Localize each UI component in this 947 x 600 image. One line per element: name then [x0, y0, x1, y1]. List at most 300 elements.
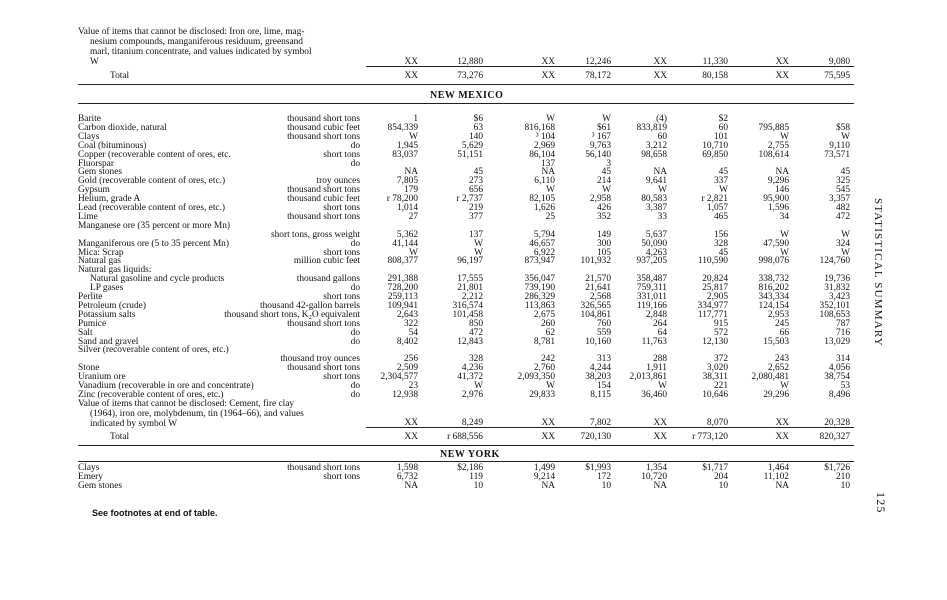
row-label: Natural gas — [78, 256, 121, 267]
table-cell: 105 — [596, 247, 611, 258]
table-cell: 656 — [468, 185, 483, 196]
table-cell: 4,056 — [828, 363, 850, 374]
table-cell: 795,885 — [758, 122, 789, 133]
table-cell: 264 — [652, 318, 667, 329]
table-cell: 36,460 — [641, 389, 667, 400]
top-value-label-line: marl, titanium concentrate, and values indicated by symbol — [90, 47, 312, 57]
table-cell: 2,675 — [533, 309, 555, 320]
table-cell: 137 — [540, 158, 555, 169]
table-cell: 728,200 — [387, 283, 418, 294]
row-label: Petroleum (crude) — [78, 300, 146, 311]
table-cell: 124,154 — [758, 300, 789, 311]
table-cell: 13,029 — [824, 336, 850, 347]
table-cell: 12,843 — [457, 336, 483, 347]
table-cell: $6 — [473, 114, 483, 124]
table-cell: 9,763 — [589, 140, 611, 151]
table-cell: W — [841, 229, 850, 240]
table-cell: 110,590 — [697, 256, 728, 267]
table-cell: 2,568 — [589, 292, 611, 302]
table-cell: 2,848 — [645, 309, 667, 320]
table-cell: 46,657 — [529, 238, 555, 249]
table-cell: 1,626 — [533, 203, 555, 213]
table-cell: 2,760 — [533, 363, 555, 374]
row-label: Natural gasoline and cycle products — [90, 274, 225, 285]
table-cell: r 2,737 — [456, 194, 483, 205]
table-cell: 2,643 — [396, 309, 418, 320]
table-cell: 51,151 — [457, 149, 483, 160]
new-mexico-heading: NEW MEXICO — [430, 90, 504, 101]
table-cell: 60 — [657, 131, 667, 142]
nm-rule — [366, 427, 854, 428]
table-cell: 352,101 — [819, 300, 850, 311]
table-cell: 108,653 — [819, 309, 850, 320]
table-cell: 78,172 — [585, 71, 611, 81]
table-cell: 98,658 — [641, 149, 667, 160]
table-cell: 1,911 — [646, 363, 667, 374]
table-cell: 73,276 — [457, 71, 483, 81]
side-title: STATISTICAL SUMMARY — [872, 198, 884, 347]
row-unit: do — [350, 140, 360, 151]
table-cell: 10,646 — [702, 389, 728, 400]
table-cell: 352 — [596, 211, 611, 222]
table-cell: 314 — [835, 354, 850, 365]
nm-value-label-line: Value of items that cannot be disclosed: Cement, fire clay — [78, 399, 295, 409]
table-cell: 259,113 — [387, 292, 418, 302]
table-cell: 25,817 — [702, 283, 728, 294]
row-label: Perlite — [78, 292, 103, 302]
table-cell: ³ 104 — [535, 131, 555, 142]
table-cell: 11,102 — [763, 472, 789, 482]
table-cell: 109,941 — [387, 300, 418, 311]
table-cell: 31,832 — [824, 283, 850, 294]
table-cell: 124,760 — [819, 256, 850, 267]
top-value-label-line: Value of items that cannot be disclosed: Iron ore, lime, mag- — [78, 27, 305, 37]
table-cell: 6,732 — [396, 472, 418, 482]
table-cell: 3 — [606, 158, 611, 169]
table-cell: 8,249 — [461, 418, 483, 428]
row-unit: million cubic feet — [293, 256, 360, 267]
table-cell: r 2,821 — [701, 194, 728, 205]
table-cell: W — [409, 247, 418, 258]
nm-total-row — [0, 432, 947, 442]
row-unit: do — [350, 389, 360, 400]
table-cell: NA — [404, 481, 418, 491]
table-cell: 873,947 — [524, 256, 555, 267]
row-label: Vanadium (recoverable in ore and concentrate) — [78, 381, 254, 391]
table-cell: NA — [775, 481, 789, 491]
table-cell: 2,652 — [767, 363, 789, 374]
table-cell: 2,969 — [533, 140, 555, 151]
table-cell: 334,977 — [697, 300, 728, 311]
table-cell: 377 — [468, 211, 483, 222]
table-cell: 3,357 — [828, 194, 850, 205]
table-cell: 83,037 — [392, 149, 418, 160]
table-cell: 808,377 — [387, 256, 418, 267]
table-cell: 1,596 — [767, 203, 789, 213]
table-cell: XX — [404, 57, 418, 67]
table-cell: 760 — [596, 318, 611, 329]
table-cell: NA — [404, 167, 418, 178]
table-cell: 5,629 — [461, 140, 483, 151]
table-cell: 20,328 — [824, 418, 850, 428]
table-cell: 6,110 — [534, 176, 555, 187]
table-cell: 101 — [713, 131, 728, 142]
table-cell: 154 — [596, 381, 611, 391]
table-cell: 11,330 — [702, 57, 728, 67]
table-cell: 12,880 — [457, 57, 483, 67]
table-cell: 62 — [545, 327, 555, 338]
table-cell: 10 — [840, 481, 850, 491]
row-label: Emery — [78, 472, 103, 482]
table-cell: 2,958 — [589, 194, 611, 205]
table-cell: 12,938 — [392, 389, 418, 400]
table-cell: 60 — [718, 122, 728, 133]
table-cell: W — [719, 185, 728, 196]
table-cell: 356,047 — [524, 274, 555, 285]
table-cell: 66 — [779, 327, 789, 338]
table-cell: W — [409, 131, 418, 142]
table-cell: 4,263 — [645, 247, 667, 258]
table-cell: 2,905 — [706, 292, 728, 302]
table-cell: 1,014 — [396, 203, 418, 213]
table-cell: 6,922 — [533, 247, 555, 258]
table-cell: 119,166 — [636, 300, 667, 311]
table-cell: XX — [775, 432, 789, 442]
row-label: Clays — [78, 131, 100, 142]
table-cell: 937,205 — [636, 256, 667, 267]
table-cell: 9,214 — [533, 472, 555, 482]
row-label: Pumice — [78, 318, 107, 329]
table-cell: 572 — [713, 327, 728, 338]
row-label: Barite — [78, 114, 101, 124]
table-cell: 20,824 — [702, 274, 728, 285]
table-cell: 82,105 — [529, 194, 555, 205]
table-cell: XX — [775, 71, 789, 81]
table-cell: 337 — [713, 176, 728, 187]
table-cell: 156 — [713, 229, 728, 240]
table-cell: 787 — [835, 318, 850, 329]
table-cell: 117,771 — [697, 309, 728, 320]
row-label: Coal (bituminous) — [78, 140, 147, 151]
row-unit: thousand short tons — [287, 318, 360, 329]
table-cell: 286,329 — [524, 292, 555, 302]
row-label: Carbon dioxide, natural — [78, 122, 167, 133]
table-cell: 54 — [408, 327, 418, 338]
table-cell: 739,190 — [524, 283, 555, 294]
row-unit: do — [350, 381, 360, 391]
table-cell: 326,565 — [580, 300, 611, 311]
table-cell: 1,057 — [706, 203, 728, 213]
row-unit: thousand cubic feet — [287, 122, 360, 133]
table-cell: 426 — [596, 203, 611, 213]
table-cell: 559 — [596, 327, 611, 338]
row-unit: thousand short tons — [287, 131, 360, 142]
table-cell: 172 — [596, 472, 611, 482]
table-cell: W — [780, 381, 789, 391]
table-cell: 1,354 — [645, 463, 667, 473]
table-cell: (4) — [656, 114, 667, 124]
top-value-label-line: nesium compounds, manganiferous residuum, greensand — [90, 37, 303, 47]
table-cell: 9,296 — [767, 176, 789, 187]
row-unit: short tons, gross weight — [270, 229, 360, 240]
table-cell: $1,726 — [824, 463, 850, 473]
footnote: See footnotes at end of table. — [92, 508, 218, 518]
table-cell: 2,976 — [461, 389, 483, 400]
table-cell: W — [780, 131, 789, 142]
row-label: Lead (recoverable content of ores, etc.) — [78, 203, 226, 213]
row-label: Clays — [78, 463, 100, 473]
table-cell: r 773,120 — [692, 432, 728, 442]
table-cell: 545 — [835, 185, 850, 196]
table-cell: 10,720 — [641, 472, 667, 482]
table-cell: W — [841, 131, 850, 142]
table-cell: 343,334 — [758, 292, 789, 302]
table-cell: 45 — [718, 167, 728, 178]
table-cell: 11,763 — [641, 336, 667, 347]
table-cell: 25 — [545, 211, 555, 222]
table-cell: XX — [653, 432, 667, 442]
table-cell: 1,499 — [533, 463, 555, 473]
row-label: Gem stones — [78, 481, 123, 491]
table-cell: 104,861 — [580, 309, 611, 320]
table-cell: XX — [653, 57, 667, 67]
table-cell: 80,583 — [641, 194, 667, 205]
table-cell: W — [546, 114, 555, 124]
table-cell: 75,595 — [824, 71, 850, 81]
table-cell: 21,570 — [585, 274, 611, 285]
row-unit: do — [350, 327, 360, 338]
table-cell: 86,104 — [529, 149, 555, 160]
table-cell: 8,115 — [590, 389, 611, 400]
table-cell: 149 — [596, 229, 611, 240]
table-cell: 45 — [718, 247, 728, 258]
table-cell: XX — [404, 432, 418, 442]
table-cell: 96,197 — [457, 256, 483, 267]
table-cell: XX — [653, 418, 667, 428]
table-cell: W — [602, 185, 611, 196]
table-cell: 998,076 — [758, 256, 789, 267]
table-cell: 41,372 — [457, 372, 483, 383]
top-total-label: Total — [110, 71, 130, 81]
table-cell: 1,598 — [396, 463, 418, 473]
row-label: Salt — [78, 327, 93, 338]
table-cell: 27 — [408, 211, 418, 222]
table-cell: 53 — [840, 381, 850, 391]
table-cell: $2 — [718, 114, 728, 124]
section-rule — [78, 103, 854, 104]
row-label: Gold (recoverable content of ores, etc.) — [78, 176, 226, 187]
table-cell: W — [602, 114, 611, 124]
table-cell: 4,236 — [461, 363, 483, 374]
table-cell: W — [474, 247, 483, 258]
row-unit: thousand short tons — [287, 463, 360, 473]
table-cell: 33 — [657, 211, 667, 222]
table-cell: 3,423 — [828, 292, 850, 302]
table-cell: 850 — [468, 318, 483, 329]
table-cell: 325 — [835, 176, 850, 187]
table-cell: W — [474, 381, 483, 391]
table-cell: W — [780, 247, 789, 258]
table-cell: 7,805 — [396, 176, 418, 187]
table-cell: 472 — [468, 327, 483, 338]
table-cell: 245 — [774, 318, 789, 329]
table-cell: 1,945 — [396, 140, 418, 151]
table-cell: 50,090 — [641, 238, 667, 249]
table-cell: 41,144 — [392, 238, 418, 249]
table-cell: 8,781 — [533, 336, 555, 347]
table-cell: 316,574 — [452, 300, 483, 311]
table-cell: 1 — [413, 114, 418, 124]
table-cell: 9,641 — [645, 176, 667, 187]
table-cell: 23 — [408, 381, 418, 391]
table-cell: NA — [653, 167, 667, 178]
table-cell: 3,387 — [645, 203, 667, 213]
table-cell: 34 — [779, 211, 789, 222]
row-unit: short tons — [323, 292, 360, 302]
table-cell: 324 — [835, 238, 850, 249]
row-unit: thousand gallons — [296, 274, 360, 285]
row-unit: short tons — [323, 372, 360, 383]
table-cell: 47,590 — [763, 238, 789, 249]
row-label: Potassium salts — [78, 309, 136, 320]
table-cell: r 78,200 — [386, 194, 418, 205]
table-cell: 5,637 — [645, 229, 667, 240]
table-cell: XX — [541, 71, 555, 81]
table-cell: 10,160 — [585, 336, 611, 347]
table-cell: 219 — [468, 203, 483, 213]
table-cell: 288 — [652, 354, 667, 365]
table-cell: ³ 167 — [591, 131, 611, 142]
table-cell: 137 — [468, 229, 483, 240]
row-unit: short tons — [323, 472, 360, 482]
table-cell: 2,013,861 — [629, 372, 667, 383]
row-label: Fluorspar — [78, 158, 114, 169]
table-cell: 140 — [468, 131, 483, 142]
row-unit: thousand troy ounces — [280, 354, 360, 365]
table-cell: 1,464 — [767, 463, 789, 473]
table-cell: 328 — [713, 238, 728, 249]
table-cell: NA — [541, 167, 555, 178]
table-cell: 179 — [403, 185, 418, 196]
section-rule — [78, 84, 854, 85]
table-cell: 260 — [540, 318, 555, 329]
table-cell: $58 — [835, 122, 850, 133]
top-total-row — [0, 71, 947, 81]
table-cell: 816,202 — [758, 283, 789, 294]
table-cell: XX — [541, 432, 555, 442]
table-cell: 2,093,350 — [517, 372, 555, 383]
row-unit: do — [350, 336, 360, 347]
table-cell: 820,327 — [819, 432, 850, 442]
row-label: Silver (recoverable content of ores, etc.) — [78, 345, 229, 356]
row-unit: short tons — [323, 203, 360, 213]
table-cell: 73,571 — [824, 149, 850, 160]
row-label: Natural gas liquids: — [78, 265, 152, 276]
row-label: LP gases — [90, 283, 124, 294]
table-cell: 17,555 — [457, 274, 483, 285]
row-label: Helium, grade A — [78, 194, 141, 205]
table-cell: 45 — [473, 167, 483, 178]
row-label: Sand and gravel — [78, 336, 139, 347]
section-rule — [78, 445, 854, 446]
table-cell: 119 — [469, 472, 483, 482]
table-cell: 113,863 — [524, 300, 555, 311]
section-rule — [78, 461, 854, 462]
row-unit: thousand short tons — [287, 363, 360, 374]
table-cell: 21,641 — [585, 283, 611, 294]
table-cell: W — [658, 381, 667, 391]
table-cell: 256 — [403, 354, 418, 365]
row-label: Gypsum — [78, 185, 110, 196]
table-cell: NA — [541, 481, 555, 491]
table-cell: 3,020 — [706, 363, 728, 374]
table-cell: 759,311 — [636, 283, 667, 294]
table-cell: W — [546, 381, 555, 391]
table-cell: XX — [653, 71, 667, 81]
page-number: 125 — [874, 492, 888, 514]
table-cell: 204 — [713, 472, 728, 482]
table-cell: 146 — [774, 185, 789, 196]
table-cell: 322 — [403, 318, 418, 329]
table-cell: 816,168 — [524, 122, 555, 133]
table-cell: 2,080,481 — [751, 372, 789, 383]
table-cell: 221 — [713, 381, 728, 391]
table-cell: 331,011 — [636, 292, 667, 302]
table-cell: 80,158 — [702, 71, 728, 81]
table-cell: 45 — [601, 167, 611, 178]
table-cell: 273 — [468, 176, 483, 187]
table-cell: 95,900 — [763, 194, 789, 205]
table-cell: 64 — [657, 327, 667, 338]
table-cell: 243 — [774, 354, 789, 365]
table-cell: 10 — [601, 481, 611, 491]
table-cell: 38,754 — [824, 372, 850, 383]
table-cell: XX — [541, 418, 555, 428]
table-cell: 210 — [835, 472, 850, 482]
table-cell: 69,850 — [702, 149, 728, 160]
row-label: Uranium ore — [78, 372, 126, 383]
row-unit: thousand short tons — [287, 114, 360, 124]
table-cell: W — [841, 247, 850, 258]
row-unit: thousand 42-gallon barrels — [260, 300, 360, 311]
table-cell: 5,362 — [396, 229, 418, 240]
table-cell: 10 — [718, 481, 728, 491]
table-cell: 4,244 — [589, 363, 611, 374]
table-cell: 328 — [468, 354, 483, 365]
row-unit: thousand short tons — [287, 211, 360, 222]
table-cell: 465 — [713, 211, 728, 222]
row-label: Stone — [78, 363, 100, 374]
table-cell: NA — [775, 167, 789, 178]
table-cell: 242 — [540, 354, 555, 365]
row-unit: do — [350, 238, 360, 249]
table-cell: 915 — [713, 318, 728, 329]
table-cell: 720,130 — [580, 432, 611, 442]
row-label: Manganese ore (35 percent or more Mn) — [78, 220, 231, 231]
table-cell: 101,932 — [580, 256, 611, 267]
table-cell: 38,203 — [585, 372, 611, 383]
table-cell: NA — [653, 481, 667, 491]
row-unit: do — [350, 283, 360, 294]
table-cell: 372 — [713, 354, 728, 365]
table-cell: 63 — [473, 122, 483, 133]
table-cell: 2,953 — [767, 309, 789, 320]
table-cell: 214 — [596, 176, 611, 187]
row-label: Gem stones — [78, 167, 123, 178]
table-cell: 2,509 — [396, 363, 418, 374]
row-label: Copper (recoverable content of ores, etc. — [78, 149, 231, 160]
row-unit: do — [350, 158, 360, 169]
